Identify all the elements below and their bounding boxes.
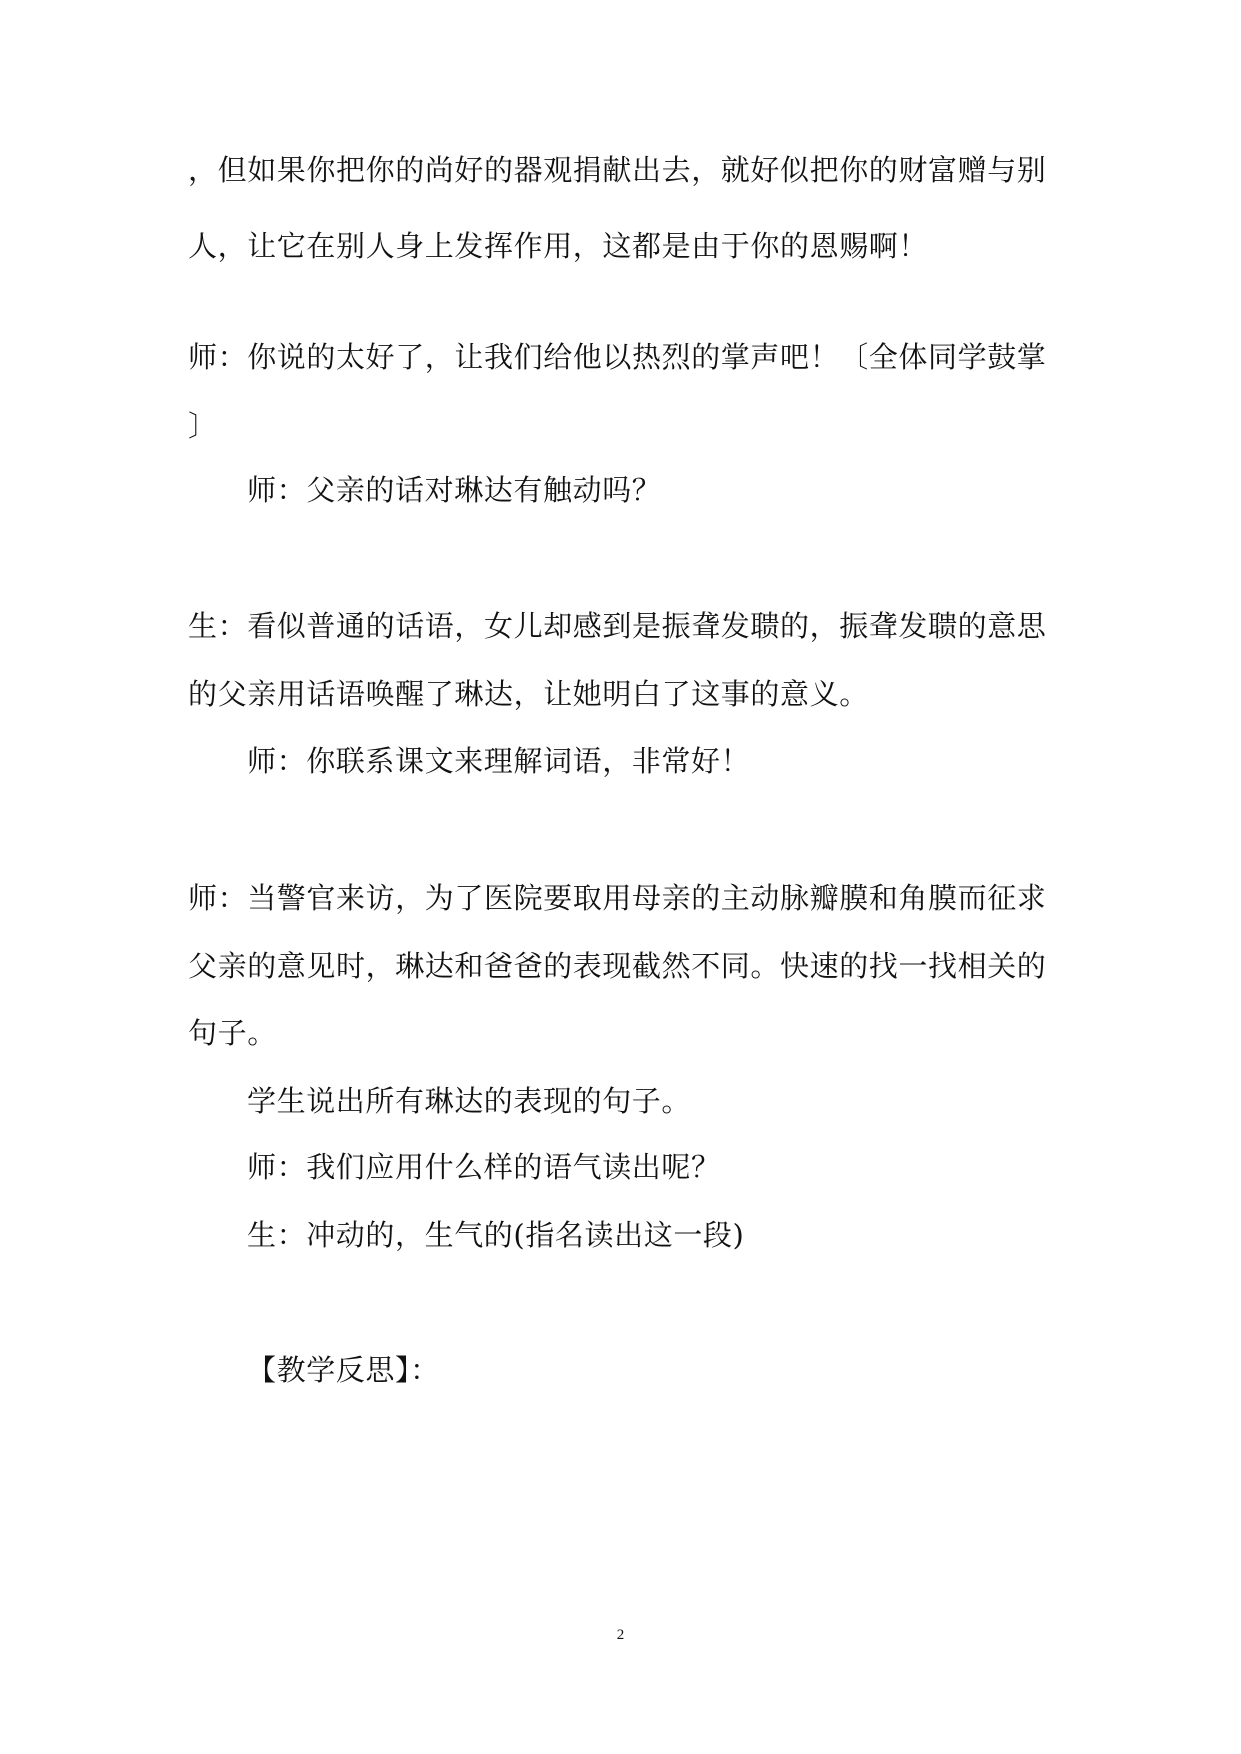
paragraph-line: 师：父亲的话对琳达有触动吗？ xyxy=(247,473,662,507)
paragraph-line: 句子。 xyxy=(188,1016,277,1050)
section-heading: 【教学反思】： xyxy=(247,1353,440,1387)
paragraph-line: 的父亲用话语唤醒了琳达，让她明白了这事的意义。 xyxy=(188,677,869,711)
paragraph-line: 师：我们应用什么样的语气读出呢？ xyxy=(247,1150,721,1184)
paragraph-line: 师：你说的太好了，让我们给他以热烈的掌声吧！〔全体同学鼓掌 xyxy=(188,340,1047,374)
paragraph-line: 生：冲动的，生气的(指名读出这一段) xyxy=(247,1218,745,1252)
paragraph-line: 〕 xyxy=(188,409,218,443)
paragraph-line: 师：你联系课文来理解词语，非常好！ xyxy=(247,744,751,778)
paragraph-line: 学生说出所有琳达的表现的句子。 xyxy=(247,1084,692,1118)
page-number: 2 xyxy=(616,1627,625,1643)
paragraph-line: ，但如果你把你的尚好的器观捐献出去，就好似把你的财富赠与别 xyxy=(188,153,1047,187)
paragraph-line: 人，让它在别人身上发挥作用，这都是由于你的恩赐啊！ xyxy=(188,229,929,263)
paragraph-line: 生：看似普通的话语，女儿却感到是振聋发聩的，振聋发聩的意思 xyxy=(188,609,1047,643)
paragraph-line: 父亲的意见时，琳达和爸爸的表现截然不同。快速的找一找相关的 xyxy=(188,949,1047,983)
paragraph-line: 师：当警官来访，为了医院要取用母亲的主动脉瓣膜和角膜而征求 xyxy=(188,881,1047,915)
